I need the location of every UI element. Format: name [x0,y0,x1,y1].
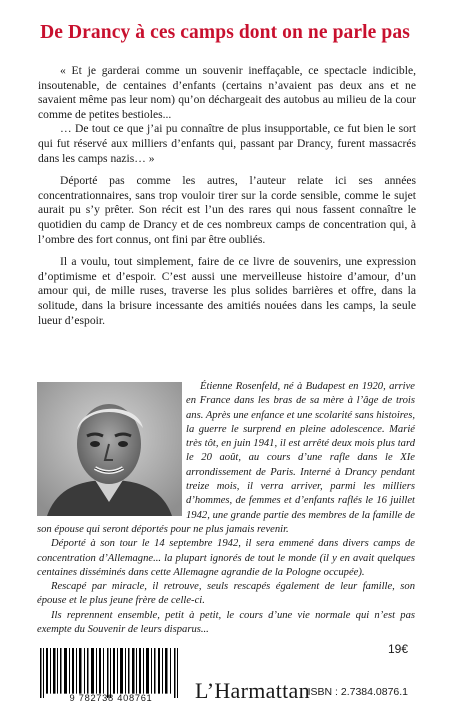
book-title: De Drancy à ces camps dont on ne parle pas [40,22,410,43]
summary-paragraph-1: Déporté pas comme les autres, l’auteur relate ici ses années concentrationnaires, sans trop vouloir tirer sur la corde sensible, comme le sujet aurait pu s’y prêter. Son récit est l’un des rares qui nous fassent connaître le quotidien du camp de Drancy et de ces nombreux camps de concentration qui, à l’ombre des fort connus, ont fini par être oubliés. [38,174,416,246]
bio-paragraph-3: Rescapé par miracle, il retrouve, seuls rescapés également de leur famille, son épouse et le plus jeune frère de celle-ci. [37,581,415,607]
barcode-number: 9 782738 408761 [69,693,153,703]
barcode-icon [36,648,186,698]
bio-paragraph-1: Étienne Rosenfeld, né à Budapest en 1920, arrive en France dans les bras de sa mère à l’âge de trois ans. Après une enfance et une scolarité sans histoires, la guerre le surprend en pleine adolescence. Marié très tôt, en juin 1941, il est arrêté deux mois plus tard le 20 août, au cours d’une rafle dans le XIe arrondissement de Paris. Interné à Drancy pendant treize mois, il verra arriver, parmi les milliers d’hommes, de femmes et d’enfants raflés le 16 juillet 1942, une grande partie des membres de la famille de son épouse qui seront déportés pour ne plus jamais revenir. [37,381,415,535]
quote-paragraph-1: « Et je garderai comme un souvenir ineffaçable, ce spectacle indicible, insoutenable, de centaines d’enfants (certains n’avaient pas deux ans et ne savaient même pas leur nom) qu’on déchargeait des autobus au milieu de la cour comme de petites bestioles... [38,64,416,121]
isbn: ISBN : 2.7384.0876.1 [307,686,408,698]
bio-paragraph-4: Ils reprennent ensemble, petit à petit, le cours d’une vie normale qui n’est pas exempte du Souvenir de leurs disparus... [37,609,415,636]
publisher-logo: L’Harmattan [195,678,310,703]
bio-paragraph-2: Déporté à son tour le 14 septembre 1942, il sera emmené dans divers camps de concentration d’Allemagne... la plupart ignorés de tout le monde (il y en avait quelques centaines disséminés dans cette Allemagne agrandie de la Pologne occupée). [37,538,415,578]
quote-paragraph-2: … De tout ce que j’ai pu connaître de plus insupportable, ce fut bien le sort qui fut réservé aux milliers d’enfants qui, passant par Drancy, furent massacrés dans les camps nazis… » [38,122,416,165]
price: 19€ [387,642,408,656]
summary-paragraph-2: Il a voulu, tout simplement, faire de ce livre de souvenirs, une expression d’optimisme et d’espoir. C’est aussi une merveilleuse histoire d’amour, d’un amour qui, de mille ruses, traverse les plus solides barrières et offre, dans la solitude, dans la brisure incessante des amitiés nouées dans les camps, la seule lueur d’espoir. [38,255,416,327]
author-biography [37,380,415,637]
back-cover-text [38,64,416,336]
